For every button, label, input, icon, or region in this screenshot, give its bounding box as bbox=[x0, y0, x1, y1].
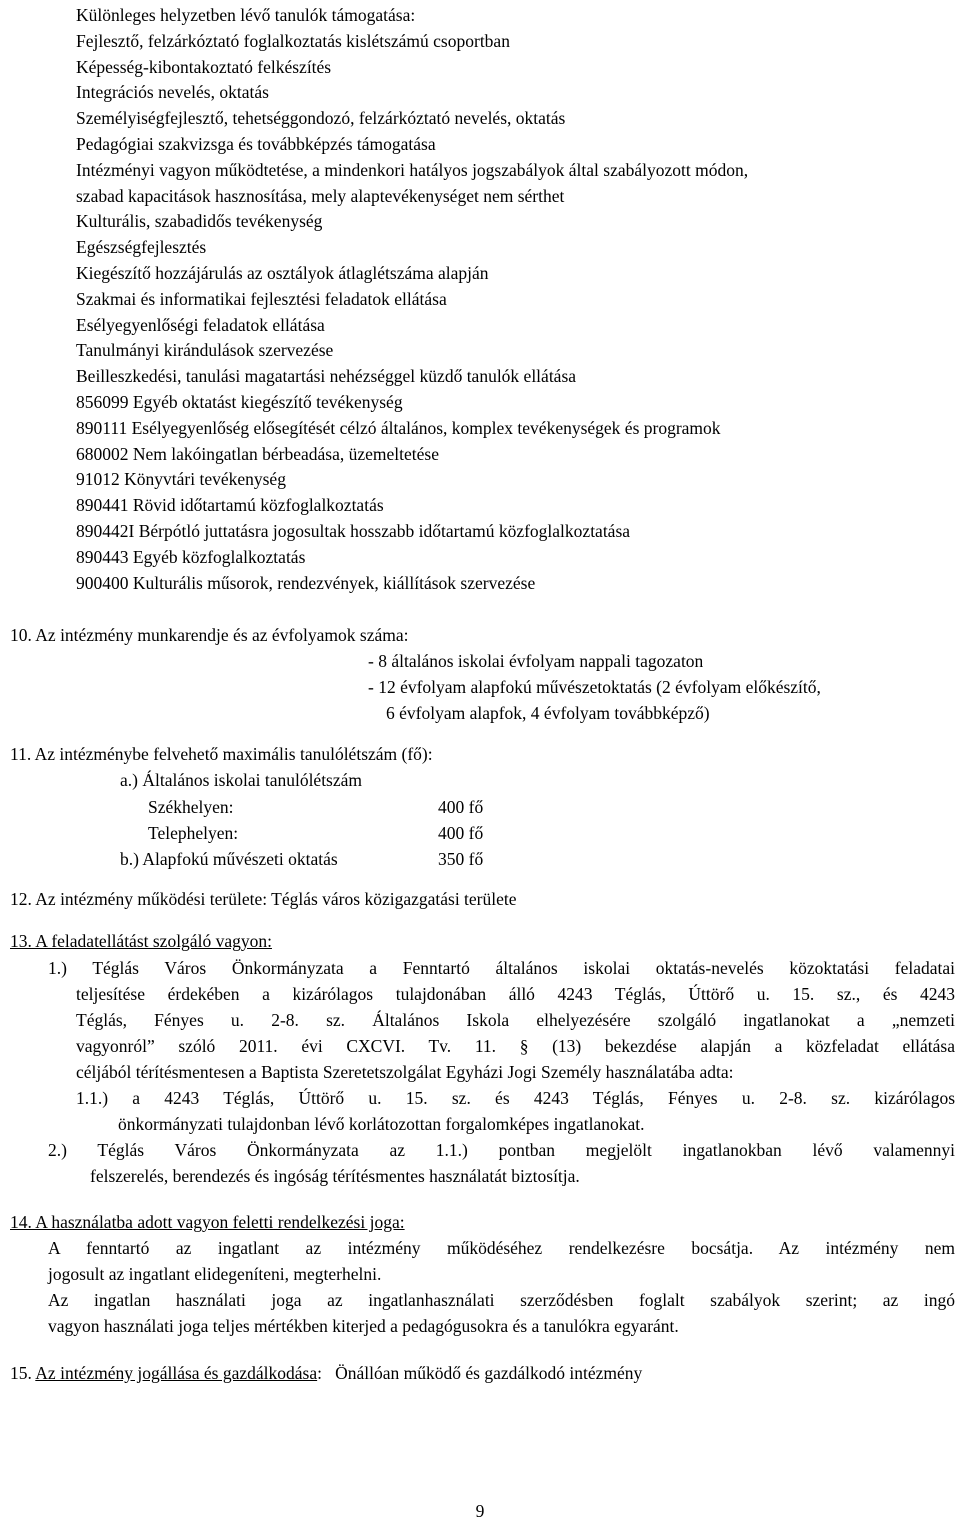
activity-item: Kulturális, szabadidős tevékenység bbox=[76, 211, 323, 231]
activity-item: 680002 Nem lakóingatlan bérbeadása, üzemeltetése bbox=[76, 444, 439, 464]
activity-item: 890442I Bérpótló juttatásra jogosultak hosszabb időtartamú közfoglalkoztatása bbox=[76, 521, 631, 541]
section-11-a: a.) Általános iskolai tanulólétszám bbox=[120, 770, 363, 790]
section-14-line-1: A fenntartó az ingatlant az intézmény működéséhez rendelkezésre bocsátja. Az intézmény nem bbox=[48, 1238, 955, 1258]
activity-item: 900400 Kulturális műsorok, rendezvények, kiállítások szervezése bbox=[76, 573, 536, 593]
section-15 bbox=[10, 1360, 642, 1386]
activity-item: 856099 Egyéb oktatást kiegészítő tevékenység bbox=[76, 392, 403, 412]
site-label: Telephelyen: bbox=[148, 823, 239, 843]
section-15-colon: : bbox=[317, 1363, 323, 1383]
section-13-p11-line-2: önkormányzati tulajdonban lévő korlátozottan forgalomképes ingatlanokat. bbox=[118, 1114, 645, 1134]
section-13-p2-line-1: 2.) Téglás Város Önkormányzata az 1.1.) pontban megjelölt ingatlanokban lévő valamennyi bbox=[48, 1140, 955, 1160]
section-10-line-3: 6 évfolyam alapfok, 4 évfolyam továbbképző) bbox=[386, 703, 710, 723]
section-13-p1-line-2: teljesítése érdekében a kizárólagos tulajdonában álló 4243 Téglás, Úttörő u. 15. sz., és 4243 bbox=[76, 984, 955, 1004]
section-10-heading: 10. Az intézmény munkarendje és az évfolyamok száma: bbox=[10, 625, 409, 645]
section-15-value: Önállóan működő és gazdálkodó intézmény bbox=[335, 1363, 643, 1383]
section-13-p1-line-4: vagyonról” szóló 2011. évi CXCVI. Tv. 11. § (13) bekezdése alapján a közfeladat ellátása bbox=[76, 1036, 955, 1056]
activity-item: Intézményi vagyon működtetése, a mindenkori hatályos jogszabályok által szabályozott módon, bbox=[76, 160, 749, 180]
seat-value: 400 fő bbox=[438, 797, 484, 817]
section-14-line-4: vagyon használati joga teljes mértékben kiterjed a pedagógusokra és a tanulókra egyaránt. bbox=[48, 1316, 679, 1336]
activity-item: 890441 Rövid időtartamú közfoglalkoztatás bbox=[76, 495, 384, 515]
activity-item: Integrációs nevelés, oktatás bbox=[76, 82, 269, 102]
activity-item: Esélyegyenlőségi feladatok ellátása bbox=[76, 315, 325, 335]
activity-item: 890443 Egyéb közfoglalkoztatás bbox=[76, 547, 306, 567]
activity-item: Kiegészítő hozzájárulás az osztályok átlaglétszáma alapján bbox=[76, 263, 489, 283]
activity-item: Képesség-kibontakoztató felkészítés bbox=[76, 57, 332, 77]
activity-item: 91012 Könyvtári tevékenység bbox=[76, 469, 286, 489]
page-number: 9 bbox=[475, 1501, 485, 1521]
section-13-p1-line-1: 1.) Téglás Város Önkormányzata a Fenntartó általános iskolai oktatás-nevelés közoktatási feladatai bbox=[48, 958, 955, 978]
section-11-heading: 11. Az intézménybe felvehető maximális tanulólétszám (fő): bbox=[10, 744, 433, 764]
activity-item: Tanulmányi kirándulások szervezése bbox=[76, 340, 334, 360]
section-12: 12. Az intézmény működési területe: Téglás város közigazgatási területe bbox=[10, 889, 517, 909]
activity-item: Pedagógiai szakvizsga és továbbképzés támogatása bbox=[76, 134, 436, 154]
activity-item: Személyiségfejlesztő, tehetséggondozó, felzárkóztató nevelés, oktatás bbox=[76, 108, 566, 128]
activity-item: 890111 Esélyegyenlőség elősegítését célzó általános, komplex tevékenységek és programok bbox=[76, 418, 721, 438]
activity-item: szabad kapacitások hasznosítása, mely alaptevékenységet nem sérthet bbox=[76, 186, 565, 206]
section-11-b-label: b.) Alapfokú művészeti oktatás bbox=[120, 849, 338, 869]
section-13-heading: 13. A feladatellátást szolgáló vagyon: bbox=[10, 931, 272, 951]
section-13-p11-line-1: 1.1.) a 4243 Téglás, Úttörő u. 15. sz. és 4243 Téglás, Fényes u. 2-8. sz. kizárólagos bbox=[76, 1088, 955, 1108]
site-value: 400 fő bbox=[438, 823, 484, 843]
section-14-line-2: jogosult az ingatlant elidegeníteni, megterhelni. bbox=[48, 1264, 382, 1284]
section-10-line-1: - 8 általános iskolai évfolyam nappali tagozaton bbox=[368, 651, 704, 671]
activity-item: Beilleszkedési, tanulási magatartási nehézséggel küzdő tanulók ellátása bbox=[76, 366, 577, 386]
section-10-line-2: - 12 évfolyam alapfokú művészetoktatás (2 évfolyam előkészítő, bbox=[368, 677, 821, 697]
activity-item: Fejlesztő, felzárkóztató foglalkoztatás kislétszámú csoportban bbox=[76, 31, 510, 51]
activity-item: Egészségfejlesztés bbox=[76, 237, 207, 257]
section-13-p1-line-3: Téglás, Fényes u. 2-8. sz. Általános Iskola elhelyezésére szolgáló ingatlanokat a „nemzeti bbox=[76, 1010, 955, 1030]
section-15-heading: Az intézmény jogállása és gazdálkodása bbox=[35, 1363, 318, 1383]
section-14-heading: 14. A használatba adott vagyon feletti rendelkezési joga: bbox=[10, 1212, 405, 1232]
section-13-p1-line-5: céljából térítésmentesen a Baptista Szeretetszolgálat Egyházi Jogi Személy használatába adta: bbox=[76, 1062, 734, 1082]
activity-item: Különleges helyzetben lévő tanulók támogatása: bbox=[76, 5, 416, 25]
section-13-p2-line-2: felszerelés, berendezés és ingóság térítésmentes használatát biztosítja. bbox=[90, 1166, 580, 1186]
seat-label: Székhelyen: bbox=[148, 797, 234, 817]
section-14-line-3: Az ingatlan használati joga az ingatlanhasználati szerződésben foglalt szabályok szerint; az ingó bbox=[48, 1290, 955, 1310]
activity-item: Szakmai és informatikai fejlesztési feladatok ellátása bbox=[76, 289, 447, 309]
section-15-number: 15. bbox=[10, 1363, 32, 1383]
section-11-b-value: 350 fő bbox=[438, 849, 484, 869]
